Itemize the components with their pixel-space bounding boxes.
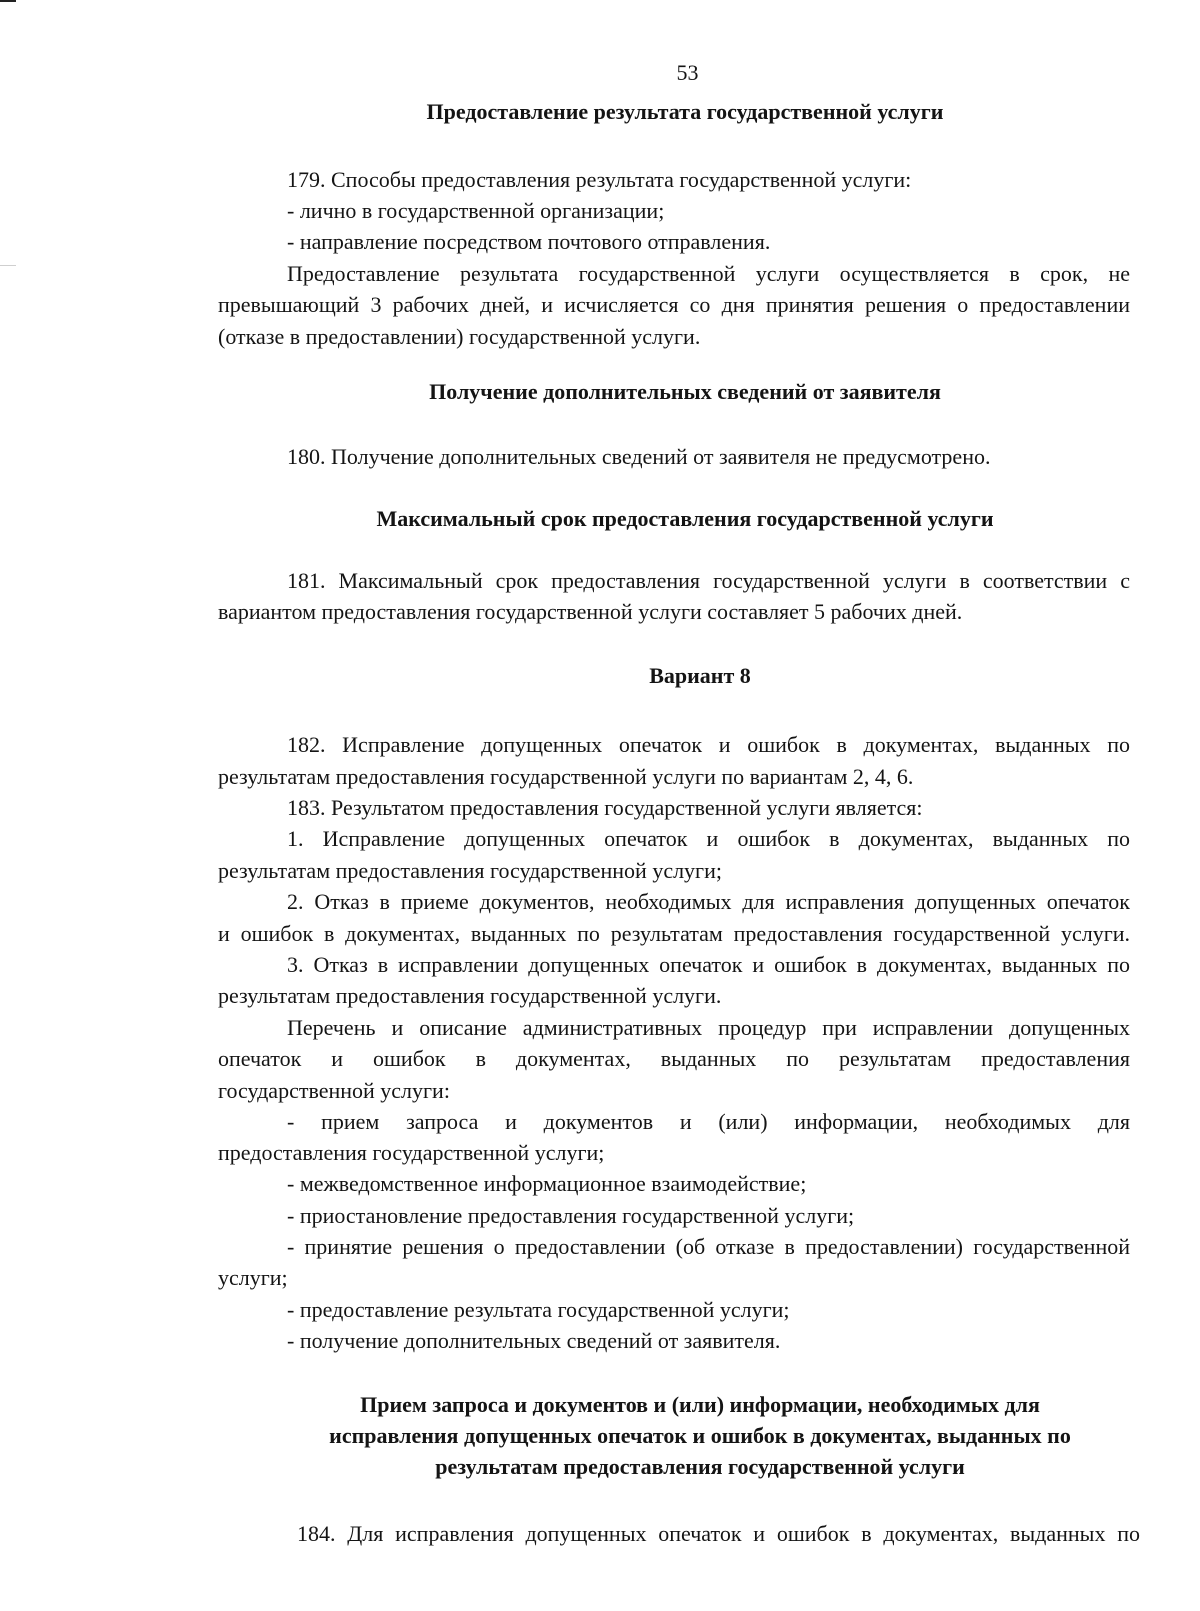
procedure-1-line2: предоставления государственной услуги; xyxy=(218,1140,605,1165)
procedures-intro-line2: опечаток и ошибок в документах, выданных по результатам предоставления xyxy=(218,1046,1130,1071)
page-number: 53 xyxy=(676,60,699,85)
result-item-2-line2: и ошибок в документах, выданных по результатам предоставления государственной услуги. xyxy=(218,921,1130,946)
heading-request-reception-line1: Прием запроса и документов и (или) информации, необходимых для xyxy=(360,1392,1040,1417)
para-179b-line3: (отказе в предоставлении) государственной услуги. xyxy=(218,324,701,349)
para-179b-line2: превышающий 3 рабочих дней, и исчисляется со дня принятия решения о предоставлении xyxy=(218,292,1130,317)
para-179-line3: - направление посредством почтового отправления. xyxy=(287,229,771,254)
para-179-line2: - лично в государственной организации; xyxy=(287,198,665,223)
para-182-line1: 182. Исправление допущенных опечаток и ошибок в документах, выданных по xyxy=(287,732,1130,757)
result-item-2-line1: 2. Отказ в приеме документов, необходимых для исправления допущенных опечаток xyxy=(287,889,1130,914)
procedures-intro-line3: государственной услуги: xyxy=(218,1078,450,1103)
procedure-6: - получение дополнительных сведений от заявителя. xyxy=(287,1328,781,1353)
heading-variant-8: Вариант 8 xyxy=(649,663,751,688)
procedure-4-line1: - принятие решения о предоставлении (об отказе в предоставлении) государственной xyxy=(287,1234,1130,1259)
procedure-3: - приостановление предоставления государственной услуги; xyxy=(287,1203,855,1228)
procedure-4-line2: услуги; xyxy=(218,1265,288,1290)
heading-additional-info: Получение дополнительных сведений от заявителя xyxy=(429,379,941,404)
result-item-3-line2: результатам предоставления государственной услуги. xyxy=(218,983,722,1008)
result-item-1-line1: 1. Исправление допущенных опечаток и ошибок в документах, выданных по xyxy=(287,826,1130,851)
para-182-line2: результатам предоставления государственной услуги по вариантам 2, 4, 6. xyxy=(218,764,914,789)
heading-request-reception-line3: результатам предоставления государственной услуги xyxy=(435,1454,965,1479)
heading-max-term: Максимальный срок предоставления государственной услуги xyxy=(376,506,994,531)
procedures-intro-line1: Перечень и описание административных процедур при исправлении допущенных xyxy=(287,1015,1130,1040)
heading-request-reception-line2: исправления допущенных опечаток и ошибок в документах, выданных по xyxy=(329,1423,1071,1448)
para-183: 183. Результатом предоставления государственной услуги является: xyxy=(287,795,923,820)
procedure-2: - межведомственное информационное взаимодействие; xyxy=(287,1171,807,1196)
procedure-5: - предоставление результата государственной услуги; xyxy=(287,1297,790,1322)
para-179-line1: 179. Способы предоставления результата государственной услуги: xyxy=(287,167,912,192)
para-179b-line1: Предоставление результата государственной услуги осуществляется в срок, не xyxy=(287,261,1130,286)
scan-margin-mark xyxy=(0,265,16,266)
procedure-1-line1: - прием запроса и документов и (или) информации, необходимых для xyxy=(287,1109,1130,1134)
para-181-line2: вариантом предоставления государственной услуги составляет 5 рабочих дней. xyxy=(218,599,963,624)
para-180: 180. Получение дополнительных сведений от заявителя не предусмотрено. xyxy=(287,444,991,469)
heading-result-provision: Предоставление результата государственной услуги xyxy=(426,99,944,124)
result-item-3-line1: 3. Отказ в исправлении допущенных опечаток и ошибок в документах, выданных по xyxy=(287,952,1130,977)
result-item-1-line2: результатам предоставления государственной услуги; xyxy=(218,858,722,883)
scan-corner-mark xyxy=(0,0,16,2)
para-181-line1: 181. Максимальный срок предоставления государственной услуги в соответствии с xyxy=(287,568,1130,593)
para-184-line1: 184. Для исправления допущенных опечаток и ошибок в документах, выданных по xyxy=(297,1521,1140,1546)
